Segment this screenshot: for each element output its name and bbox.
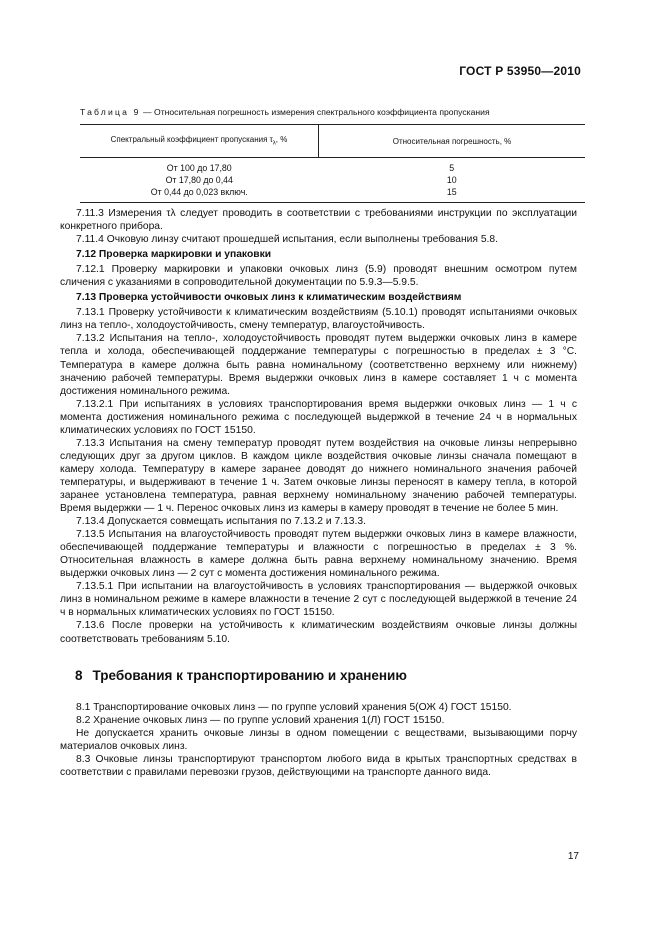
table-row [80, 158, 585, 175]
paragraph: 7.13.3 Испытания на смену температур проводят путем воздействия на очковые линзы непрерывно следующих друг за другом циклов. В каждом цикле воздействия очковые линзы сначала помещают в камеру холода. Температуру в камере заранее доводят до нижнего номинального значения рабочей температуры, и выдерживают в течение 1 ч. Затем очковые линзы переносят в камеру тепла, в которой заранее установлена температура, равная верхнему номинальному значению рабочей температуры. Время выдержки — 1 ч. Перенос очковых линз из камеры в камеру проводят в течение не более 5 мин. [60, 437, 577, 515]
document-code: ГОСТ Р 53950—2010 [459, 64, 581, 78]
paragraph: 8.1 Транспортирование очковых линз — по группе условий хранения 5(ОЖ 4) ГОСТ 15150. [76, 702, 512, 713]
section-8-title: Требования к транспортированию и хранению [92, 668, 407, 683]
paragraph: Не допускается хранить очковые линзы в одном помещении с веществами, вызывающими порчу материалов очковых линз. [60, 728, 577, 753]
table-cell-error: 5 [449, 163, 455, 173]
subsection-heading: 7.13 Проверка устойчивости очковых линз к климатическим воздействиям [76, 292, 462, 304]
paragraph: 7.13.6 После проверки на устойчивость к климатическим воздействиям очковые линзы должны соответствовать требованиям 5.10. [60, 620, 577, 645]
table-caption-lead: Таблица 9 [80, 107, 141, 117]
table-header-row [80, 125, 585, 158]
table-row [80, 186, 585, 203]
paragraph: 7.13.2.1 При испытаниях в условиях транспортирования время выдержки очковых линз — 1 ч с момента достижения номинального режима с последующей выдержкой в течение 24 ч в нормальных климатических условиях по ГОСТ 15150. [60, 398, 577, 436]
table-header-coefficient: Спектральный коэффициент пропускания $\tau_\lambda$, % [80, 125, 319, 158]
paragraph: 7.13.5 Испытания на влагоустойчивость проводят путем выдержки очковых линз в камере влажности, обеспечивающей поддержание температуры и влажности с погрешностью в пределах ± 3 %. Относительная влажность в камере должна быть равна верхнему номинальному значению. Время выдержки очковых линз — 2 сут с момента достижения номинального режима. [60, 529, 577, 580]
paragraph: 7.12.1 Проверку маркировки и упаковки очковых линз (5.9) проводят внешним осмотром путем сличения с указаниями в сопроводительной документации по 5.9.3—5.9.5. [60, 264, 577, 289]
subsection-heading: 7.12 Проверка маркировки и упаковки [76, 249, 272, 261]
paragraph: 7.11.4 Очковую линзу считают прошедшей испытания, если выполнены требования 5.8. [76, 234, 498, 246]
table-cell-error: 10 [446, 175, 457, 185]
table-caption-text: — Относительная погрешность измерения спектрального коэффициента пропускания [140, 107, 490, 117]
paragraph: 7.13.5.1 При испытании на влагоустойчивость в условиях транспортирования — выдержкой очковых линз в номинальном режиме в камере влажности в течение 2 сут с последующей выдержкой в течение 24 ч в нормальных климатических условиях по ГОСТ 15150. [60, 581, 577, 619]
paragraph: 8.3 Очковые линзы транспортируют транспортом любого вида в крытых транспортных средствах в соответствии с правилами перевозки грузов, действующими на транспорте данного вида. [60, 754, 577, 779]
section-8-text [60, 701, 577, 779]
table-body [80, 158, 585, 203]
section-8-number: 8 [75, 668, 83, 683]
table-header-error: Относительная погрешность, % [319, 125, 586, 158]
section-8-heading [75, 668, 407, 683]
table-9 [80, 124, 585, 203]
paragraph: 7.11.3 Измерения τλ следует проводить в соответствии с требованиями инструкции по эксплуатации конкретного прибора. [60, 208, 577, 233]
table-cell-range: От 0,44 до 0,023 включ. [150, 187, 248, 197]
table-cell-error: 15 [446, 187, 457, 197]
paragraph: 7.13.4 Допускается совмещать испытания по 7.13.2 и 7.13.3. [76, 516, 366, 528]
page-number: 17 [567, 851, 579, 862]
table-cell-range: От 17,80 до 0,44 [165, 175, 233, 185]
table-row [80, 174, 585, 186]
table-cell-range: От 100 до 17,80 [166, 163, 232, 173]
section-7-text [60, 207, 577, 646]
paragraph: 7.13.2 Испытания на тепло-, холодоустойчивость проводят путем выдержки очковых линз в камере тепла и холода, обеспечивающей поддержание температуры с погрешностью в пределах ± 3 °С. Температура в камере должна быть равна номинальному (соответственно верхнему или нижнему) значению рабочей температуры. Время выдержки очковых линз в камере составляет 1 ч с момента достижения номинального режима. [60, 333, 577, 397]
paragraph: 7.13.1 Проверку устойчивости к климатическим воздействиям (5.10.1) проводят испытаниями очковых линз на тепло-, холодоустойчивость, смену температур, влагоустойчивость. [60, 307, 577, 332]
table-caption [80, 107, 585, 117]
paragraph: 8.2 Хранение очковых линз — по группе условий хранения 1(Л) ГОСТ 15150. [76, 715, 445, 727]
